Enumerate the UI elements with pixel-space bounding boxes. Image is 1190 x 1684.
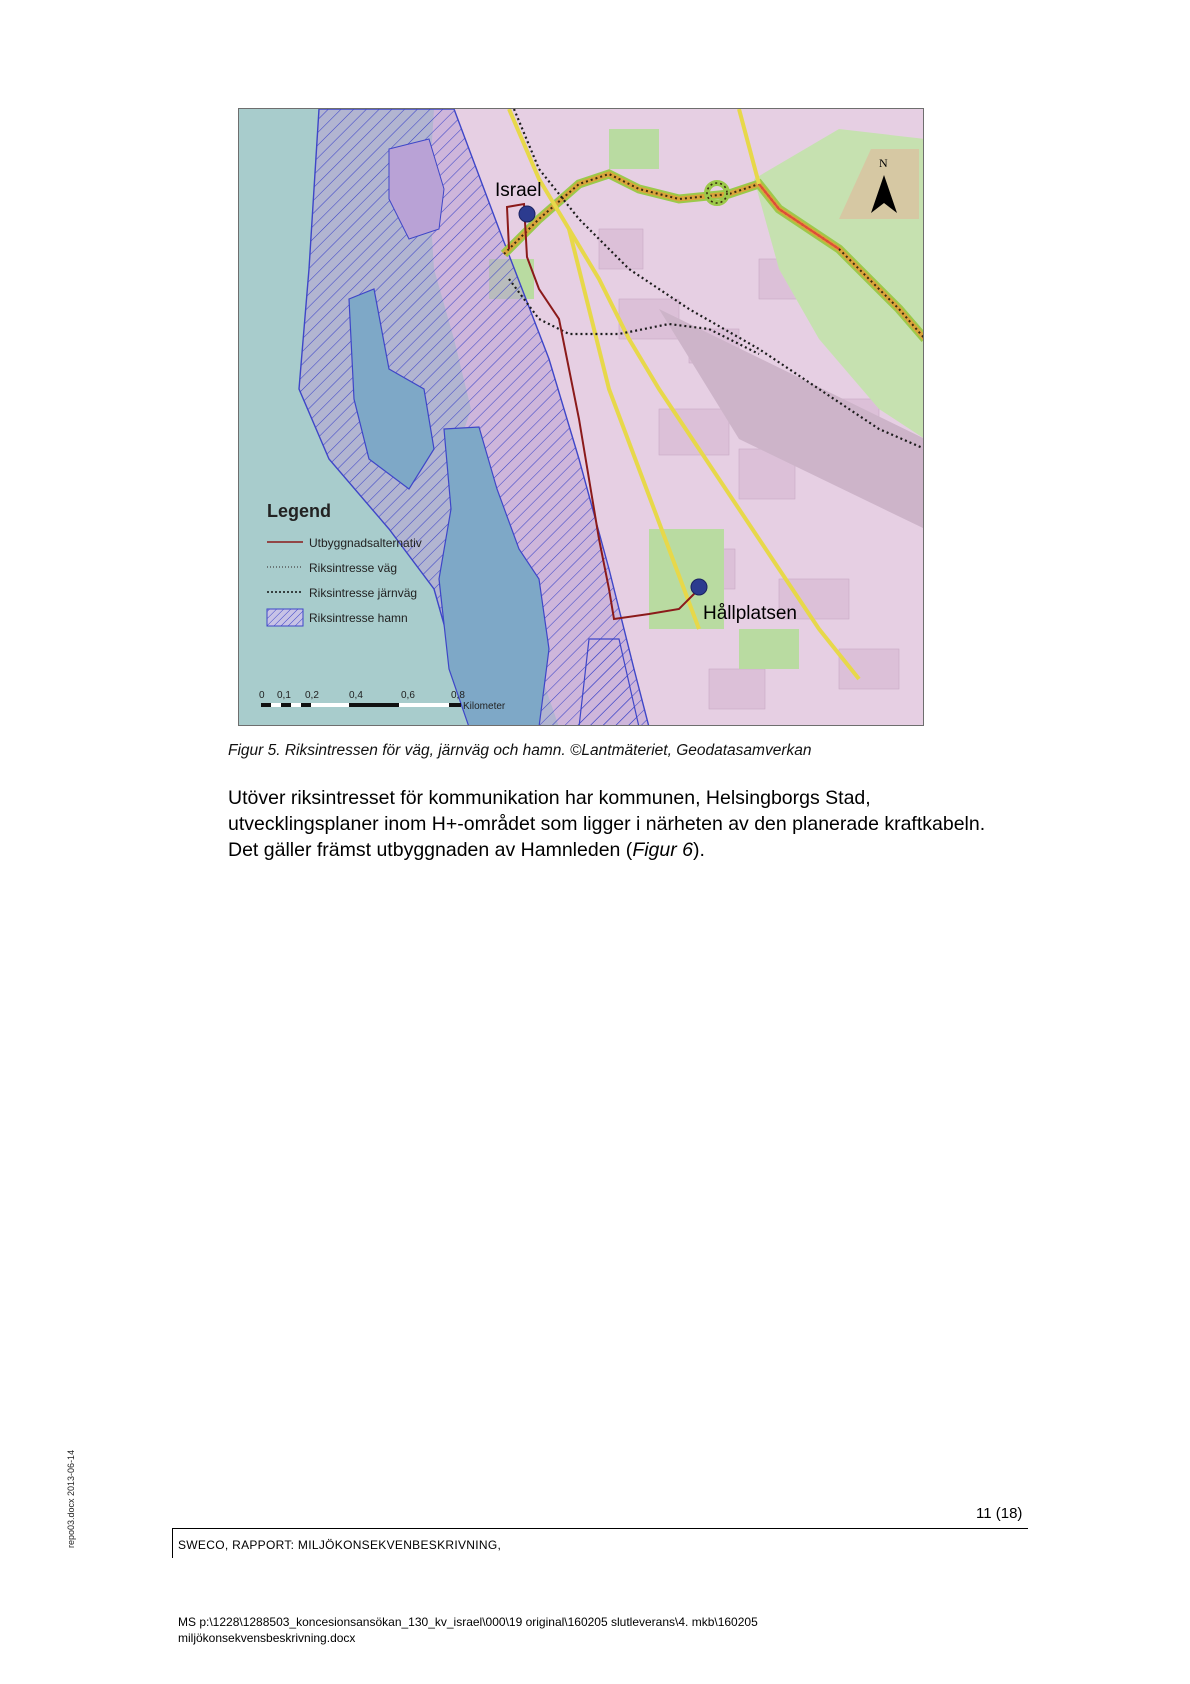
scalebar-unit: Kilometer [463,701,506,712]
footer-divider-vertical [172,1528,173,1558]
footer-file-path-line-2: miljökonsekvensbeskrivning.docx [178,1631,356,1645]
page-number: 11 (18) [976,1505,1023,1522]
map-canvas [239,109,924,726]
footer-divider [172,1528,1028,1529]
legend-symbol-harbour-hatch [267,609,303,626]
scalebar-tick-1: 0,1 [277,690,291,701]
figure-reference: Figur 6 [632,839,694,861]
legend-item-route: Utbyggnadsalternativ [309,536,422,550]
body-line-3: Det gäller främst utbyggnaden av Hamnleden ( [228,839,633,861]
legend-item-road: Riksintresse väg [309,561,398,575]
scalebar-tick-5: 0,8 [451,690,465,701]
map-figure [238,108,924,726]
template-side-text: repo03.docx 2013-06-14 [66,1449,76,1548]
north-label: N [879,156,888,170]
footer-file-path-line-1: MS p:\1228\1288503_koncesionsansökan_130_kv_israel\000\19 original\160205 slutleverans\4. mkb\160205 [178,1615,758,1629]
scalebar-tick-2: 0,2 [305,690,319,701]
legend-item-rail: Riksintresse järnväg [309,586,418,600]
scalebar-tick-4: 0,6 [401,690,415,701]
israel-label: Israel [495,180,542,201]
scalebar-tick-0: 0 [259,690,265,701]
israel-marker [519,206,535,222]
hallplatsen-marker [691,579,707,595]
scalebar-tick-3: 0,4 [349,690,363,701]
legend-item-harbour: Riksintresse hamn [309,611,408,625]
hallplatsen-label: Hållplatsen [703,603,797,624]
body-line-end: ). [693,839,705,861]
body-paragraph [228,785,1048,863]
body-line-2: utvecklingsplaner inom H+-området som ligger i närheten av den planerade kraftkabeln. [228,813,986,835]
body-line-1: Utöver riksintresset för kommunikation har kommunen, Helsingborgs Stad, [228,787,871,809]
figure-caption: Figur 5. Riksintressen för väg, järnväg och hamn. ©Lantmäteriet, Geodatasamverkan [228,742,812,759]
footer-file-path [178,1614,898,1646]
legend-title: Legend [267,501,332,521]
footer-report-label: SWECO, RAPPORT: MILJÖKONSEKVENBESKRIVNING, [178,1538,502,1552]
